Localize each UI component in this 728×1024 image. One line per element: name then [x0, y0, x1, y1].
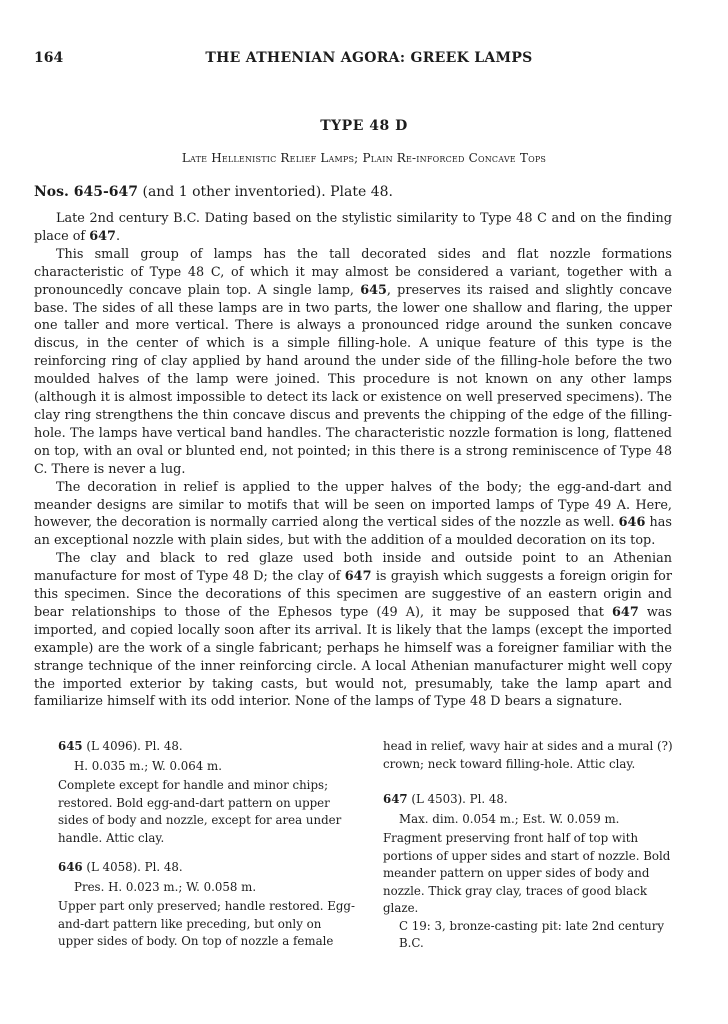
lamp-number: 647	[89, 228, 116, 244]
text-run: This small group of lamps has the tall decorated sides and flat nozzle formations characteristic of Type 48 C, of which it may almost be considered a variant, together with a pronouncedly concave plain top. A single lamp,	[34, 246, 672, 298]
lamp-number: 646	[618, 515, 646, 531]
entry-reference: (L 4096). Pl. 48.	[82, 739, 183, 753]
entry-heading	[383, 791, 683, 809]
entry-dimensions: Pres. H. 0.023 m.; W. 0.058 m.	[74, 879, 257, 894]
text-run: .	[115, 228, 121, 244]
entry-reference: (L 4058). Pl. 48.	[82, 860, 183, 874]
entry-dimensions: Max. dim. 0.054 m.; Est. W. 0.059 m.	[399, 811, 620, 826]
entry-description: Upper part only preserved; handle restored. Egg-and-dart pattern like preceding, but only on upper sides of body. On top of nozzle a female	[58, 899, 355, 948]
paragraph-fabric	[34, 550, 672, 711]
catalogue-entry-647	[383, 791, 683, 953]
entry-number: 647	[383, 792, 408, 806]
entry-context	[383, 918, 683, 953]
text-run: The clay and black to red glaze used both inside and outside point to an Athenian manufacture for most of Type 48 D; the clay of	[34, 551, 672, 585]
text-run: Dating based on the stylistic similarity to Type 48 C and on the finding place of	[34, 211, 672, 244]
entry-description-continued: head in relief, wavy hair at sides and a mural (?) crown; neck toward filling-hole. Attic clay.	[383, 739, 673, 771]
entry-description: Complete except for handle and minor chips; restored. Bold egg-and-dart pattern on upper sides of body and nozzle, except for area under handle. Attic clay.	[58, 778, 342, 845]
catalogue-numbers-line	[34, 184, 688, 200]
catalogue-entry-645	[58, 738, 358, 847]
context-text: C 19: 3, bronze-casting pit: late 2nd century	[399, 918, 664, 933]
entry-number: 646	[58, 860, 83, 874]
running-head	[34, 50, 704, 72]
entry-reference: (L 4503). Pl. 48.	[407, 792, 508, 806]
catalogue-entry-646-continued	[383, 738, 683, 773]
catalogue-numbers: Nos. 645-647	[34, 184, 139, 200]
catalogue-column-right	[383, 738, 683, 965]
text-run: Late 2nd century	[56, 211, 174, 226]
entry-number: 645	[58, 739, 83, 753]
paragraph-decoration	[34, 479, 672, 551]
text-run: was imported, and copied locally soon after its arrival. It is likely that the lamps (except the imported example) are the work of a single fabricant; perhaps he himself was a foreigner familiar with the strange technique of the inner reinforcing circle. A local Athenian manufacturer might well copy the imported exterior by taking casts, but would not, presumably, take the lamp apart and familiarize himself with its odd interior. None of the lamps of Type 48 D bears a signature.	[34, 604, 673, 710]
lamp-number: 647	[612, 604, 639, 620]
catalogue-entry-646	[58, 859, 358, 951]
type-title: TYPE 48 D	[320, 118, 408, 134]
lamp-number: 647	[344, 569, 372, 585]
text-run: , preserves its raised and slightly concave base. The sides of all these lamps are in two parts, the lower one shallow and flaring, the upper one taller and more vertical. There is always a pronounced ridge around the sunken concave discus, in the center of which is a simple filling-hole. A unique feature of this type is the reinforcing ring of clay applied by hand around the under side of the filling-hole before the two moulded halves of the lamp were joined. This procedure is not known on any other lamps (although it is almost impossible to detect its lack or existence on well preserved specimens). The clay ring strengthens the thin concave discus and prevents the chipping of the edge of the filling-hole. The lamps have vertical band handles. The characteristic nozzle formation is long, flattened on top, with an oval or blunted end, not pointed; in this there is a strong reminiscence of Type 48 C. There is never a lug.	[34, 282, 672, 477]
running-title: THE ATHENIAN AGORA: GREEK LAMPS	[205, 50, 533, 66]
entry-heading	[58, 859, 358, 877]
text-run: The decoration in relief is applied to the upper halves of the body; the egg-and-dart and meander designs are similar to motifs that will be seen on imported lamps of Type 49 A. Here, however, the decoration is normally carried along the vertical sides of the nozzle as well.	[34, 479, 672, 531]
section-subtitle: Late Hellenistic Relief Lamps; Plain Re-inforced Concave Tops	[181, 151, 547, 165]
entry-description: Fragment preserving front half of top with portions of upper sides and start of nozzle. Bold meander pattern on upper sides of body and nozzle. Thick gray clay, traces of good black glaze.	[383, 831, 671, 915]
catalogue-numbers-note: (and 1 other inventoried). Plate 48.	[138, 184, 393, 200]
era-abbrev: B.C.	[399, 936, 424, 950]
paragraph-form	[34, 246, 672, 479]
body-text	[34, 210, 672, 711]
catalogue-column-left	[58, 738, 358, 963]
era-abbrev: B.C.	[173, 211, 200, 226]
page-number: 164	[34, 50, 64, 66]
lamp-number: 645	[360, 282, 387, 298]
text-run: is grayish which suggests a foreign origin for this specimen. Since the decorations of this specimen are suggestive of an eastern origin and bear relationships to those of the Ephesos type (49 A), it may be supposed that	[34, 569, 673, 620]
entry-dimensions: H. 0.035 m.; W. 0.064 m.	[74, 758, 222, 773]
entry-heading	[58, 738, 358, 756]
text-run: has an exceptional nozzle with plain sides, but with the addition of a moulded decoration on its top.	[34, 515, 672, 549]
paragraph-dating	[34, 210, 672, 246]
